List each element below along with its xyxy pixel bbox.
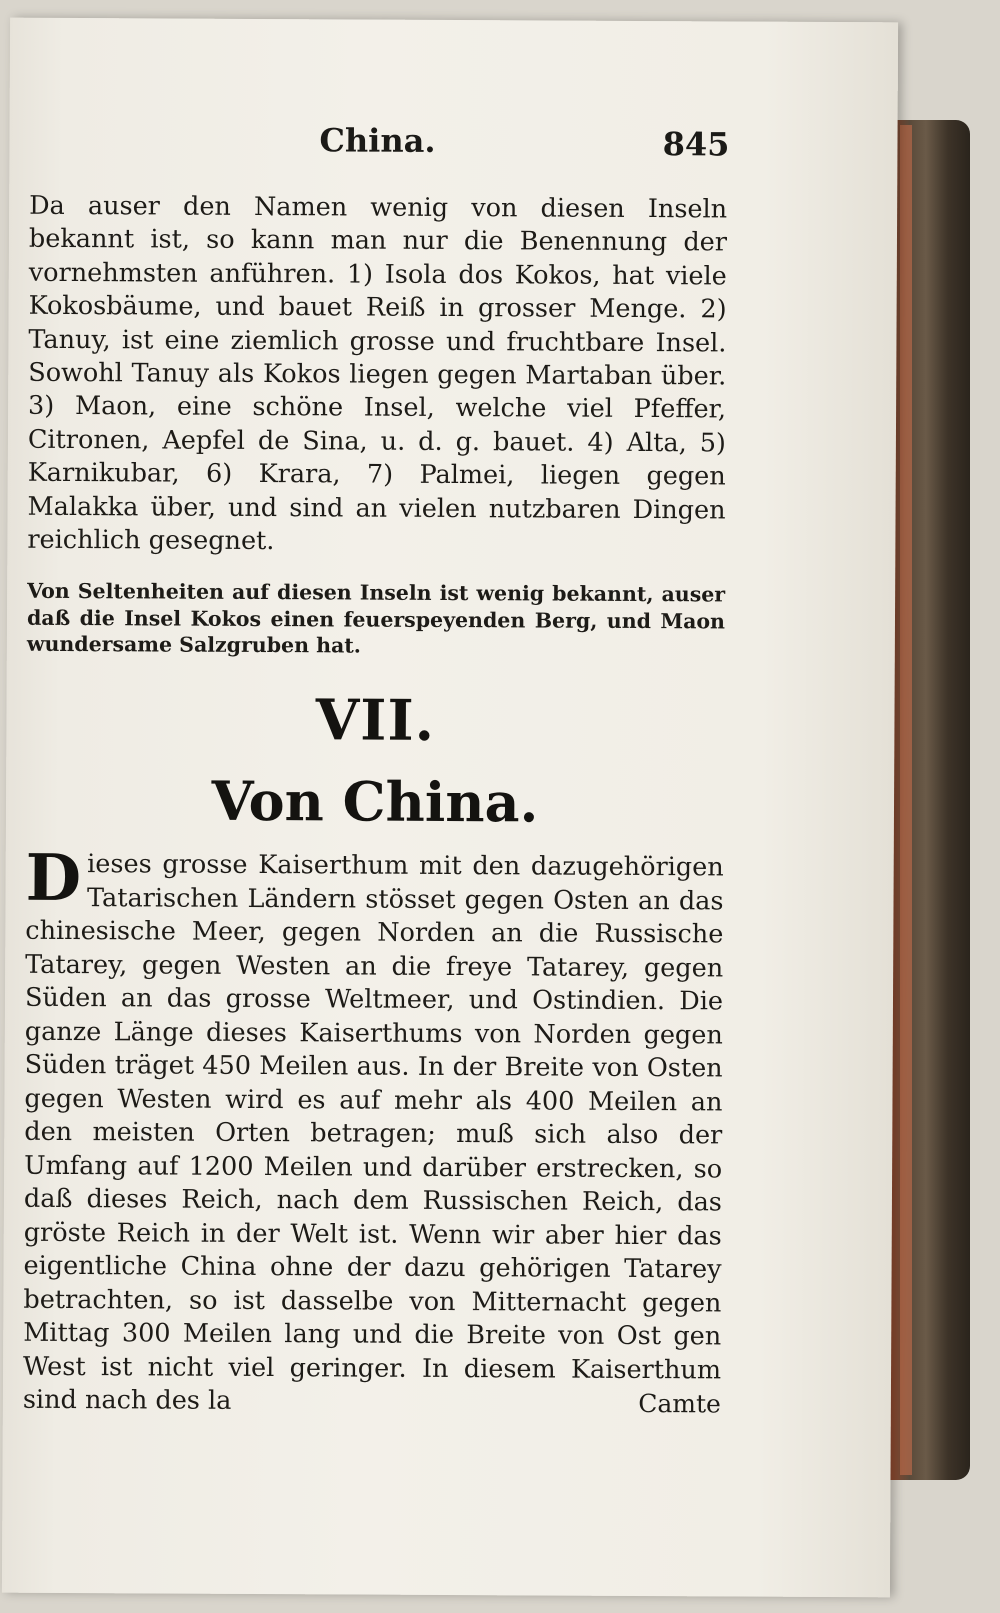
paragraph-china-text: ieses grosse Kaiserthum mit den dazugehörigen Tatarischen Ländern stösset gegen Osten an das chinesische Meer, gegen Norden an die Russische Tatarey, gegen Westen an die freye Tatarey, gegen Süden an das grosse Weltmeer, und Ostindien. Die ganze Länge dieses Kaiserthums von Norden gegen Süden träget 450 Meilen aus. In der Breite von Osten gegen Westen wird es auf mehr als 400 Meilen an den meisten Orten betragen; muß sich also der Umfang auf 1200 Meilen und darüber erstrecken, so daß dieses Reich, nach dem Russischen Reich, das gröste Reich in der Welt ist. Wenn wir aber hier das eigentliche China ohne der dazu gehörigen Tatarey betrachten, so ist dasselbe von Mitternacht gegen Mittag 300 Meilen lang und die Breite von Ost gen West ist nicht viel geringer. In diesem Kaiserthum sind nach des la	[22, 849, 724, 1416]
chapter-number: VII.	[315, 687, 436, 754]
paragraph-islands: Da auser den Namen wenig von diesen Inseln bekannt ist, so kann man nur die Benennung der vornehmsten anführen. 1) Isola dos Kokos, hat viele Kokosbäume, und bauet Reiß in grosser Menge. 2) Tanuy, ist eine ziemlich grosse und fruchtbare Insel. Sowohl Tanuy als Kokos liegen gegen Martaban über. 3) Maon, eine schöne Insel, welche viel Pfeffer, Citronen, Aepfel de Sina, u. d. g. bauet. 4) Alta, 5) Karnikubar, 6) Krara, 7) Palmei, liegen gegen Malakka über, und sind an vielen nutzbaren Dingen reichlich gesegnet.	[27, 190, 728, 557]
paragraph-china	[22, 840, 724, 1421]
chapter-title: Von China.	[211, 768, 539, 835]
book-edge-stripe	[900, 125, 912, 1475]
book-page	[2, 18, 898, 1598]
page-number: 845	[662, 125, 730, 164]
drop-cap: D	[25, 840, 82, 917]
paragraph-rarities: Von Seltenheiten auf diesen Inseln ist wenig bekannt, auser daß die Insel Kokos einen feuerspeyenden Berg, und Maon wundersame Salzgruben hat.	[26, 578, 726, 658]
page-header	[29, 98, 729, 162]
catchword: Camte	[638, 1388, 721, 1419]
running-title: China.	[319, 121, 436, 160]
